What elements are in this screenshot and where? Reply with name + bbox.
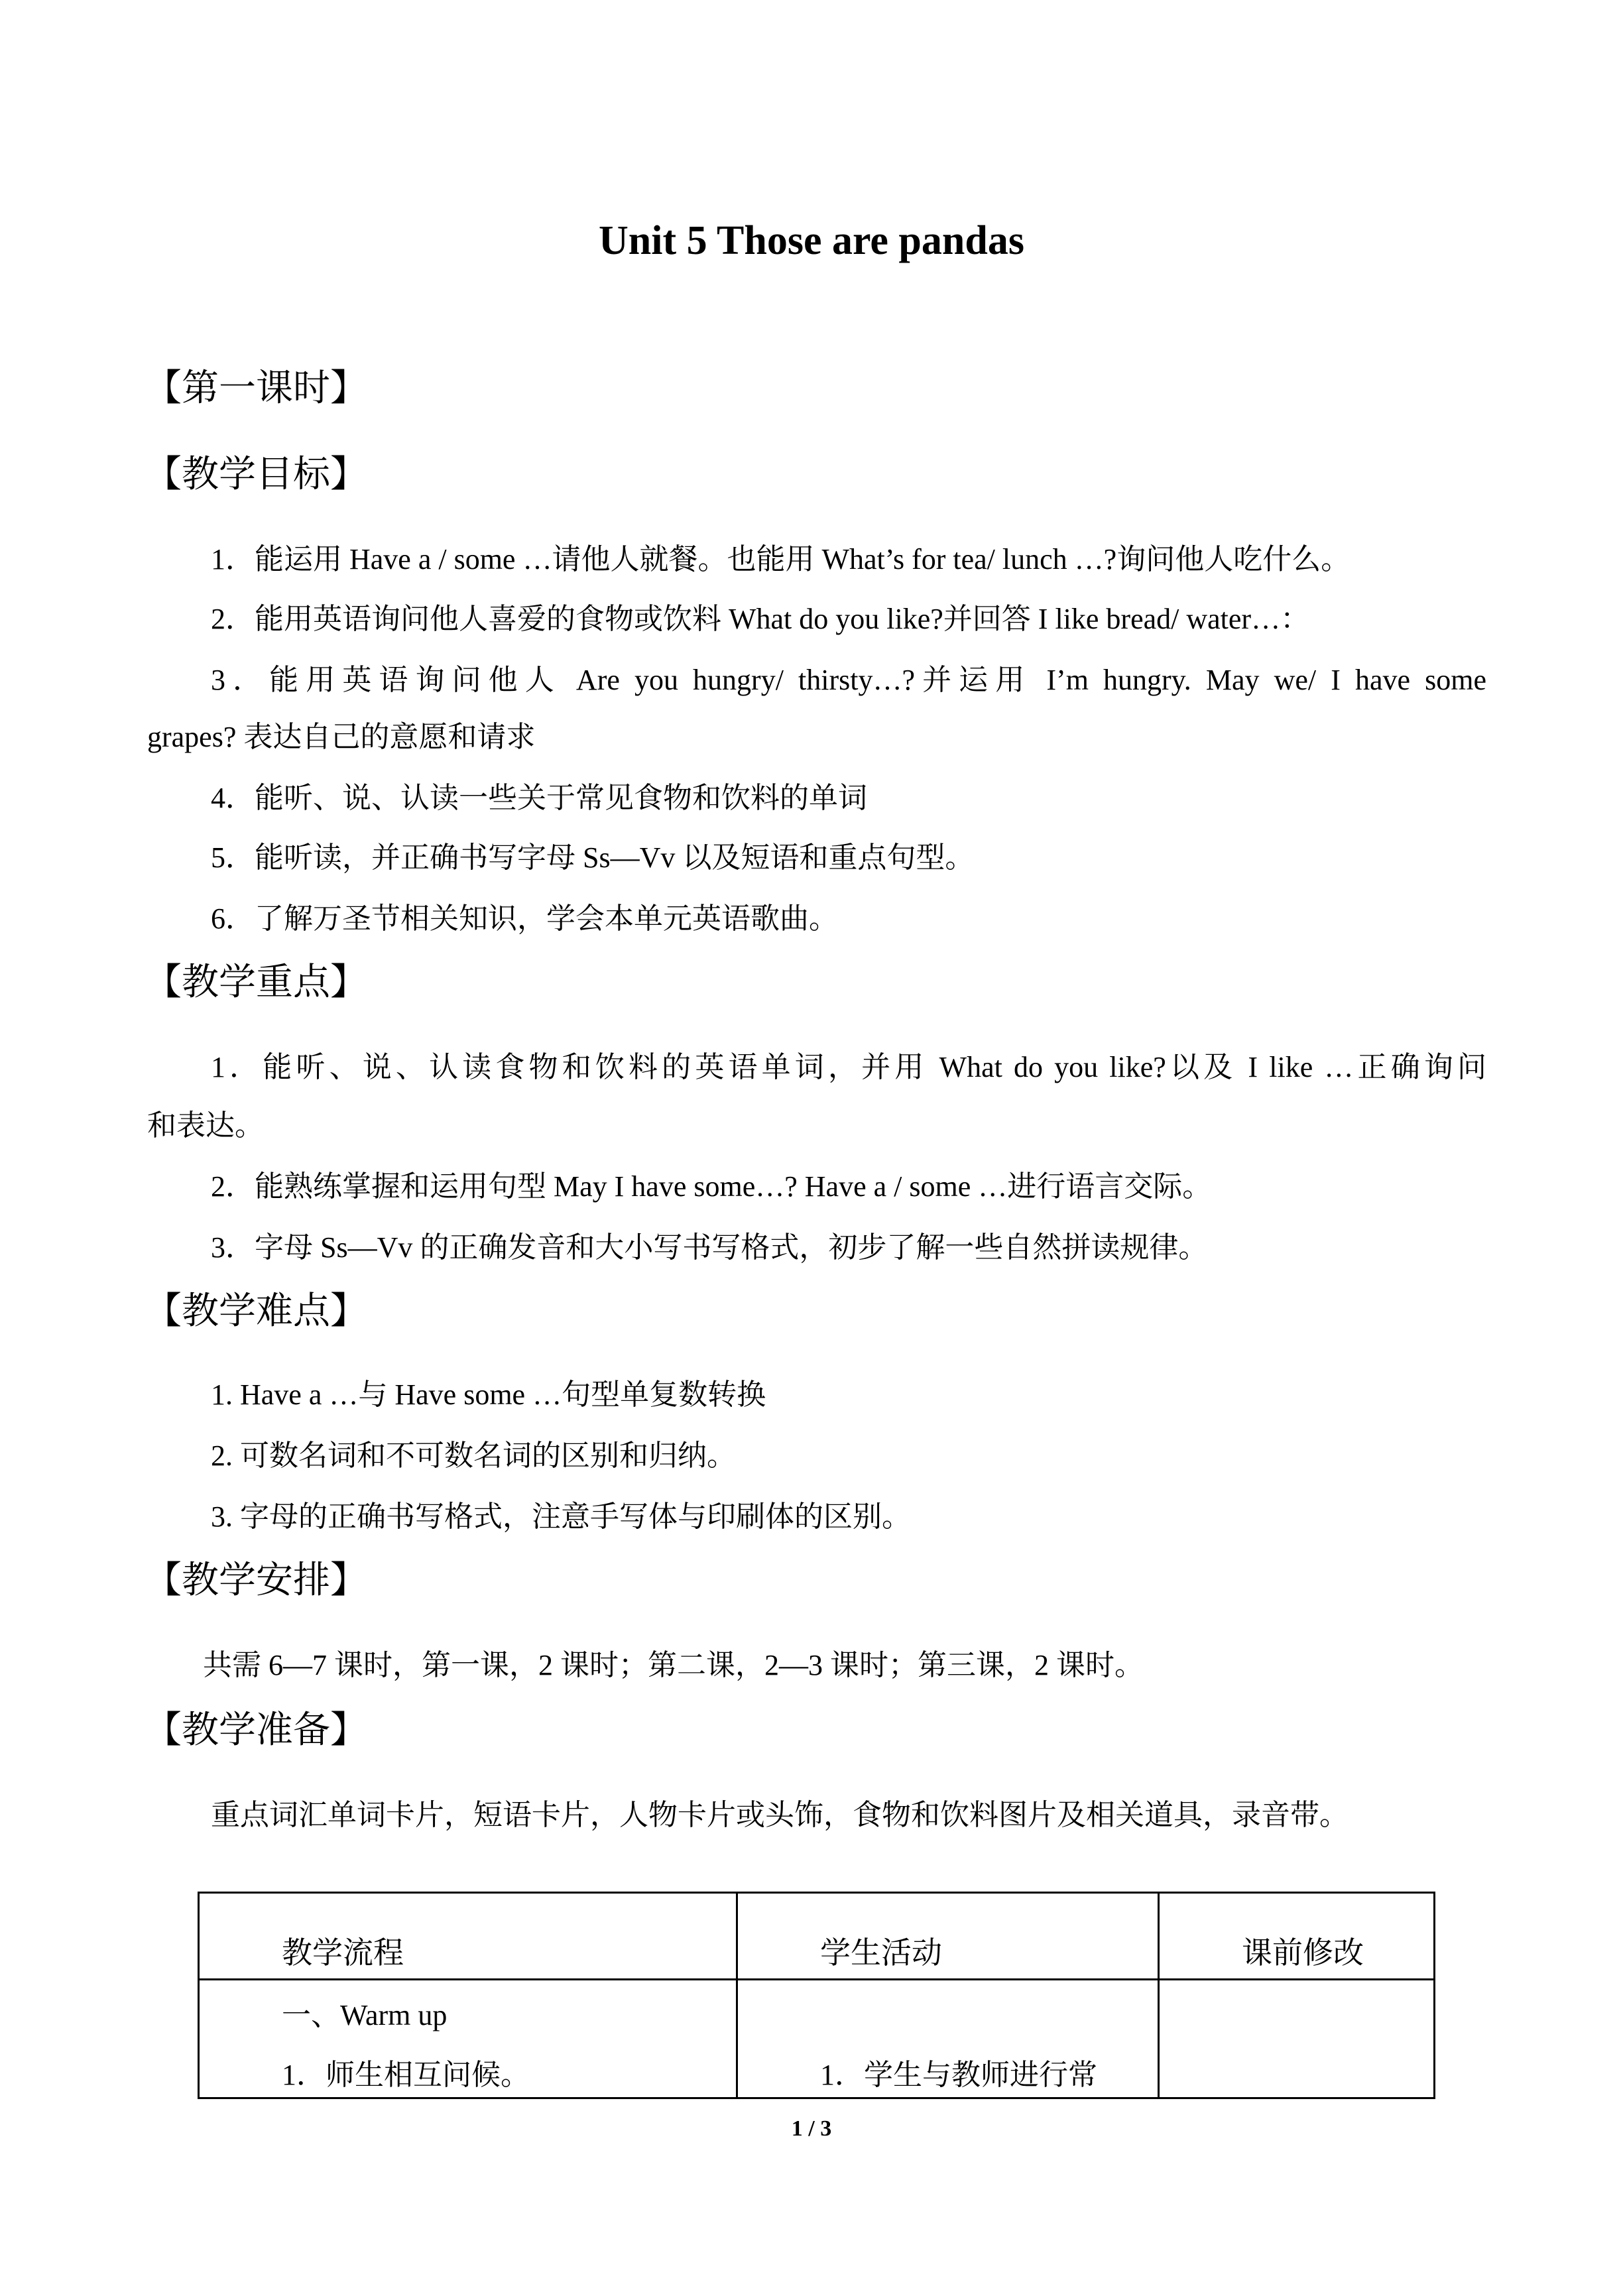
table-row [199,1980,1435,2098]
objective-item: 3．能用英语询问他人 Are you hungry/ thirsty…?并运用 I’m hungry. May we/ I have some [211,664,1486,696]
table-header-cell [1159,1893,1435,1980]
difficulty-item: 3. 字母的正确书写格式，注意手写体与印刷体的区别。 [211,1500,911,1533]
table-header-cell [199,1893,737,1980]
teaching-flow-table [198,1892,1435,2099]
difficulty-item: 1. Have a …与 Have some …句型单复数转换 [211,1378,766,1411]
objective-item: 6．了解万圣节相关知识，学会本单元英语歌曲。 [211,902,838,935]
key-point-item: 2．能熟练掌握和运用句型 May I have some…? Have a / some …进行语言交际。 [211,1170,1212,1203]
document-title: Unit 5 Those are pandas [599,218,1024,263]
objective-item: 5．能听读，并正确书写字母 Ss—Vv 以及短语和重点句型。 [211,841,975,874]
key-point-item: 和表达。 [147,1109,264,1142]
objectives-heading: 【教学目标】 [145,454,367,495]
difficulties-heading: 【教学难点】 [145,1291,367,1332]
objective-item: 1．能运用 Have a / some …请他人就餐。也能用 What’s for tea/ lunch …?询问他人吃什么。 [211,543,1351,575]
student-activity-text: 1．学生与教师进行常 [820,2059,1097,2091]
page-number: 1 / 3 [791,2116,832,2141]
greeting-step: 1．师生相互问候。 [282,2059,530,2091]
warm-up-label: 一、Warm up [282,1999,448,2031]
key-point-item: 1．能听、说、认读食物和饮料的英语单词，并用 What do you like?以及 I like …正确询问 [211,1051,1486,1083]
difficulty-item: 2. 可数名词和不可数名词的区别和归纳。 [211,1439,736,1472]
table-cell [199,1980,737,2098]
objective-item: grapes? 表达自己的意愿和请求 [147,721,536,753]
table-cell [1159,1980,1435,2098]
table-header-cell [737,1893,1159,1980]
table-header-row [199,1893,1435,1980]
table-cell [737,1980,1159,2098]
lesson-label: 【第一课时】 [145,368,367,409]
header-student-activity: 学生活动 [820,1936,942,1970]
objective-item: 2．能用英语询问他人喜爱的食物或饮料 What do you like?并回答 I like bread/ water…： [211,603,1310,635]
objective-item: 4．能听、说、认读一些关于常见食物和饮料的单词 [211,782,867,814]
arrangement-heading: 【教学安排】 [145,1560,367,1601]
preparation-text: 重点词汇单词卡片，短语卡片，人物卡片或头饰，食物和饮料图片及相关道具，录音带。 [211,1799,1349,1831]
header-teaching-flow: 教学流程 [282,1936,404,1970]
preparation-heading: 【教学准备】 [145,1710,367,1751]
arrangement-text: 共需 6—7 课时，第一课，2 课时；第二课，2—3 课时；第三课，2 课时。 [203,1649,1144,1681]
key-point-item: 3．字母 Ss—Vv 的正确发音和大小写书写格式，初步了解一些自然拼读规律。 [211,1231,1208,1264]
header-pre-class-revision: 课前修改 [1242,1936,1364,1970]
key-points-heading: 【教学重点】 [145,962,367,1003]
